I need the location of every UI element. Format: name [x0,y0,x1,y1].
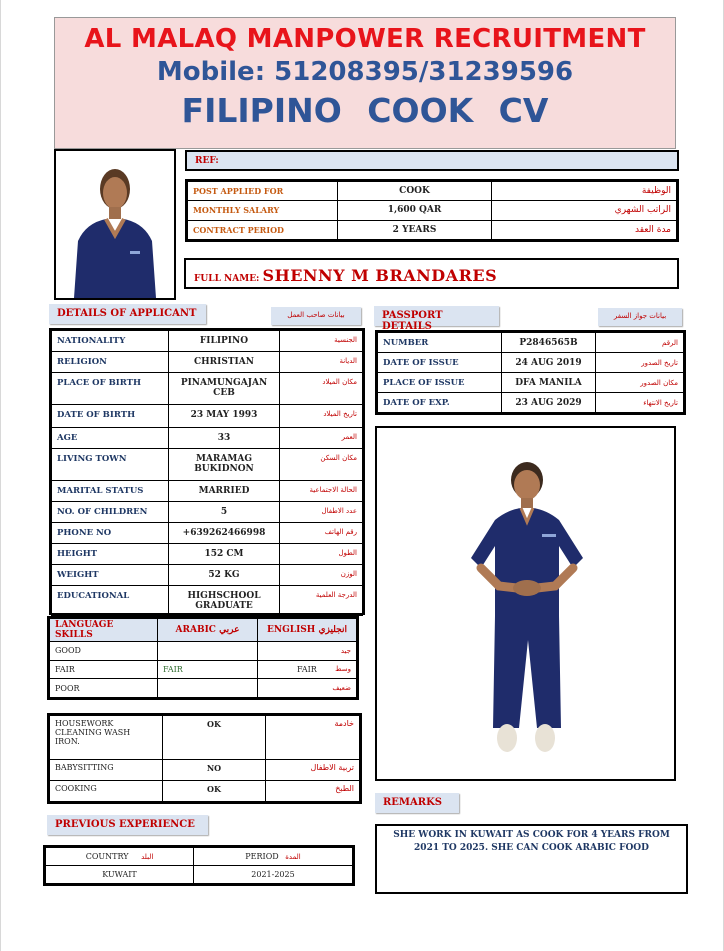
row-value: CHRISTIAN [169,352,280,373]
applicant-table [49,328,365,615]
table-row [50,760,360,781]
table-row [188,201,677,220]
row-value: DFA MANILA [502,373,596,393]
row-label: MARITAL STATUS [52,481,169,502]
skill-value: OK [163,781,266,802]
table-row [50,660,357,679]
english-level-cell [258,679,357,698]
post-value: COOK [338,182,492,201]
english-level-cell [258,642,357,661]
skill-label-ar: الطبخ [266,781,360,802]
row-label-ar: الجنسية [280,331,363,352]
row-label: NO. OF CHILDREN [52,502,169,523]
applicant-heading-ar: بيانات صاحب العمل [271,307,361,325]
row-label: AGE [52,428,169,449]
period-header [194,848,353,866]
contract-value: 2 YEARS [338,220,492,239]
english-level-cell [258,660,357,679]
row-label: PHONE NO [52,523,169,544]
language-skills-table [47,616,359,700]
table-row [52,405,363,428]
row-label: EDUCATIONAL [52,586,169,616]
table-row [50,781,360,802]
table-row [52,373,363,405]
row-value: 24 AUG 2019 [502,353,596,373]
table-row [52,481,363,502]
row-label: HEIGHT [52,544,169,565]
work-skills-table [47,713,362,804]
table-row [52,586,363,616]
row-value: FILIPINO [169,331,280,352]
arabic-heading: ARABIC عربي [158,619,258,642]
table-row [52,428,363,449]
table-row [46,848,353,866]
applicant-photo-full [375,426,676,781]
full-name-label: FULL NAME: [194,274,260,284]
row-label-ar: تاريخ الميلاد [280,405,363,428]
level-label-ar: ضعيف [332,684,351,693]
language-heading: LANGUAGE SKILLS [50,619,158,642]
passport-table [375,330,686,415]
arabic-level [158,642,258,661]
table-row [378,393,684,413]
passport-heading-ar: بيانات جواز السفر [598,308,682,326]
table-row [50,716,360,760]
mobile-numbers: Mobile: 51208395/31239596 [156,57,574,87]
row-value: MARRIED [169,481,280,502]
row-label-ar: الحالة الاجتماعية [280,481,363,502]
row-label: DATE OF EXP. [378,393,502,413]
level-label: FAIR [50,660,158,679]
row-value: 5 [169,502,280,523]
row-label: PLACE OF ISSUE [378,373,502,393]
table-row [52,449,363,481]
row-value: PINAMUNGAJAN CEB [169,373,280,405]
skill-label: BABYSITTING [50,760,163,781]
period-value: 2021-2025 [194,866,353,884]
row-label: NUMBER [378,333,502,353]
level-label: GOOD [50,642,158,661]
row-value: 23 MAY 1993 [169,405,280,428]
country-value: KUWAIT [46,866,194,884]
company-name: AL MALAQ MANPOWER RECRUITMENT [84,24,646,54]
passport-heading: PASSPORT DETAILS [374,306,499,326]
table-row [52,331,363,352]
table-row [52,502,363,523]
table-row [378,373,684,393]
row-label-ar: الدرجة العلمية [280,586,363,616]
row-label-ar: الرقم [596,333,684,353]
salary-label: MONTHLY SALARY [188,201,338,220]
arabic-level: FAIR [158,660,258,679]
row-label-ar: تاريخ الانتهاء [596,393,684,413]
level-label: POOR [50,679,158,698]
row-label-ar: رقم الهاتف [280,523,363,544]
table-row [50,619,357,642]
arabic-level [158,679,258,698]
skill-value: OK [163,716,266,760]
row-label: DATE OF ISSUE [378,353,502,373]
full-name-value: SHENNY M BRANDARES [262,266,498,285]
row-label-ar: الديانة [280,352,363,373]
row-label-ar: عدد الاطفال [280,502,363,523]
cv-header [54,17,676,149]
row-value: 23 AUG 2029 [502,393,596,413]
row-label: PLACE OF BIRTH [52,373,169,405]
experience-table [43,845,355,886]
table-row [52,565,363,586]
applicant-heading: DETAILS OF APPLICANT [49,304,206,324]
remarks-heading: REMARKS [375,793,459,813]
row-value: +639262466998 [169,523,280,544]
contract-label: CONTRACT PERIOD [188,220,338,239]
experience-heading: PREVIOUS EXPERIENCE [47,815,208,835]
applicant-photo-small [54,149,176,300]
post-label-ar: الوظيفة [492,182,677,201]
table-row [50,679,357,698]
table-row [188,220,677,239]
table-row [188,182,677,201]
period-header-ar: المدة [285,853,301,861]
level-label-ar: وسط [335,664,351,673]
row-value: 152 CM [169,544,280,565]
row-label-ar: تاريخ الصدور [596,353,684,373]
row-label: RELIGION [52,352,169,373]
skill-label-ar: تربية الاطفال [266,760,360,781]
row-value: 52 KG [169,565,280,586]
table-row [46,866,353,884]
post-label: POST APPLIED FOR [188,182,338,201]
table-row [52,544,363,565]
table-row [50,642,357,661]
contract-label-ar: مدة العقد [492,220,677,239]
row-value: 33 [169,428,280,449]
table-row [378,353,684,373]
salary-value: 1,600 QAR [338,201,492,220]
row-value: HIGHSCHOOL GRADUATE [169,586,280,616]
table-row [52,523,363,544]
skill-label-ar: خادمة [266,716,360,760]
country-header-ar: البلد [141,853,154,861]
period-header-label: PERIOD [245,852,279,861]
row-label-ar: الوزن [280,565,363,586]
row-value: MARAMAG BUKIDNON [169,449,280,481]
country-header [46,848,194,866]
remarks-box: SHE WORK IN KUWAIT AS COOK FOR 4 YEARS FROM 2021 TO 2025. SHE CAN COOK ARABIC FOOD [375,824,688,894]
skill-label: HOUSEWORK CLEANING WASH IRON. [50,716,163,760]
row-value: P2846565B [502,333,596,353]
row-label-ar: مكان السكن [280,449,363,481]
row-label: WEIGHT [52,565,169,586]
cv-title: FILIPINO COOK CV [181,91,549,130]
country-header-label: COUNTRY [85,852,129,861]
row-label: NATIONALITY [52,331,169,352]
level-label-ar: جيد [340,646,351,655]
skill-value: NO [163,760,266,781]
row-label: LIVING TOWN [52,449,169,481]
skill-label: COOKING [50,781,163,802]
table-row [52,352,363,373]
full-name-box [184,258,679,289]
table-row [378,333,684,353]
english-heading: ENGLISH انجليزي [258,619,357,642]
row-label: DATE OF BIRTH [52,405,169,428]
row-label-ar: مكان الصدور [596,373,684,393]
ref-field: REF: [185,150,679,171]
post-table [185,179,679,242]
row-label-ar: مكان الميلاد [280,373,363,405]
salary-label-ar: الراتب الشهري [492,201,677,220]
english-level: FAIR [297,664,317,674]
row-label-ar: العمر [280,428,363,449]
row-label-ar: الطول [280,544,363,565]
